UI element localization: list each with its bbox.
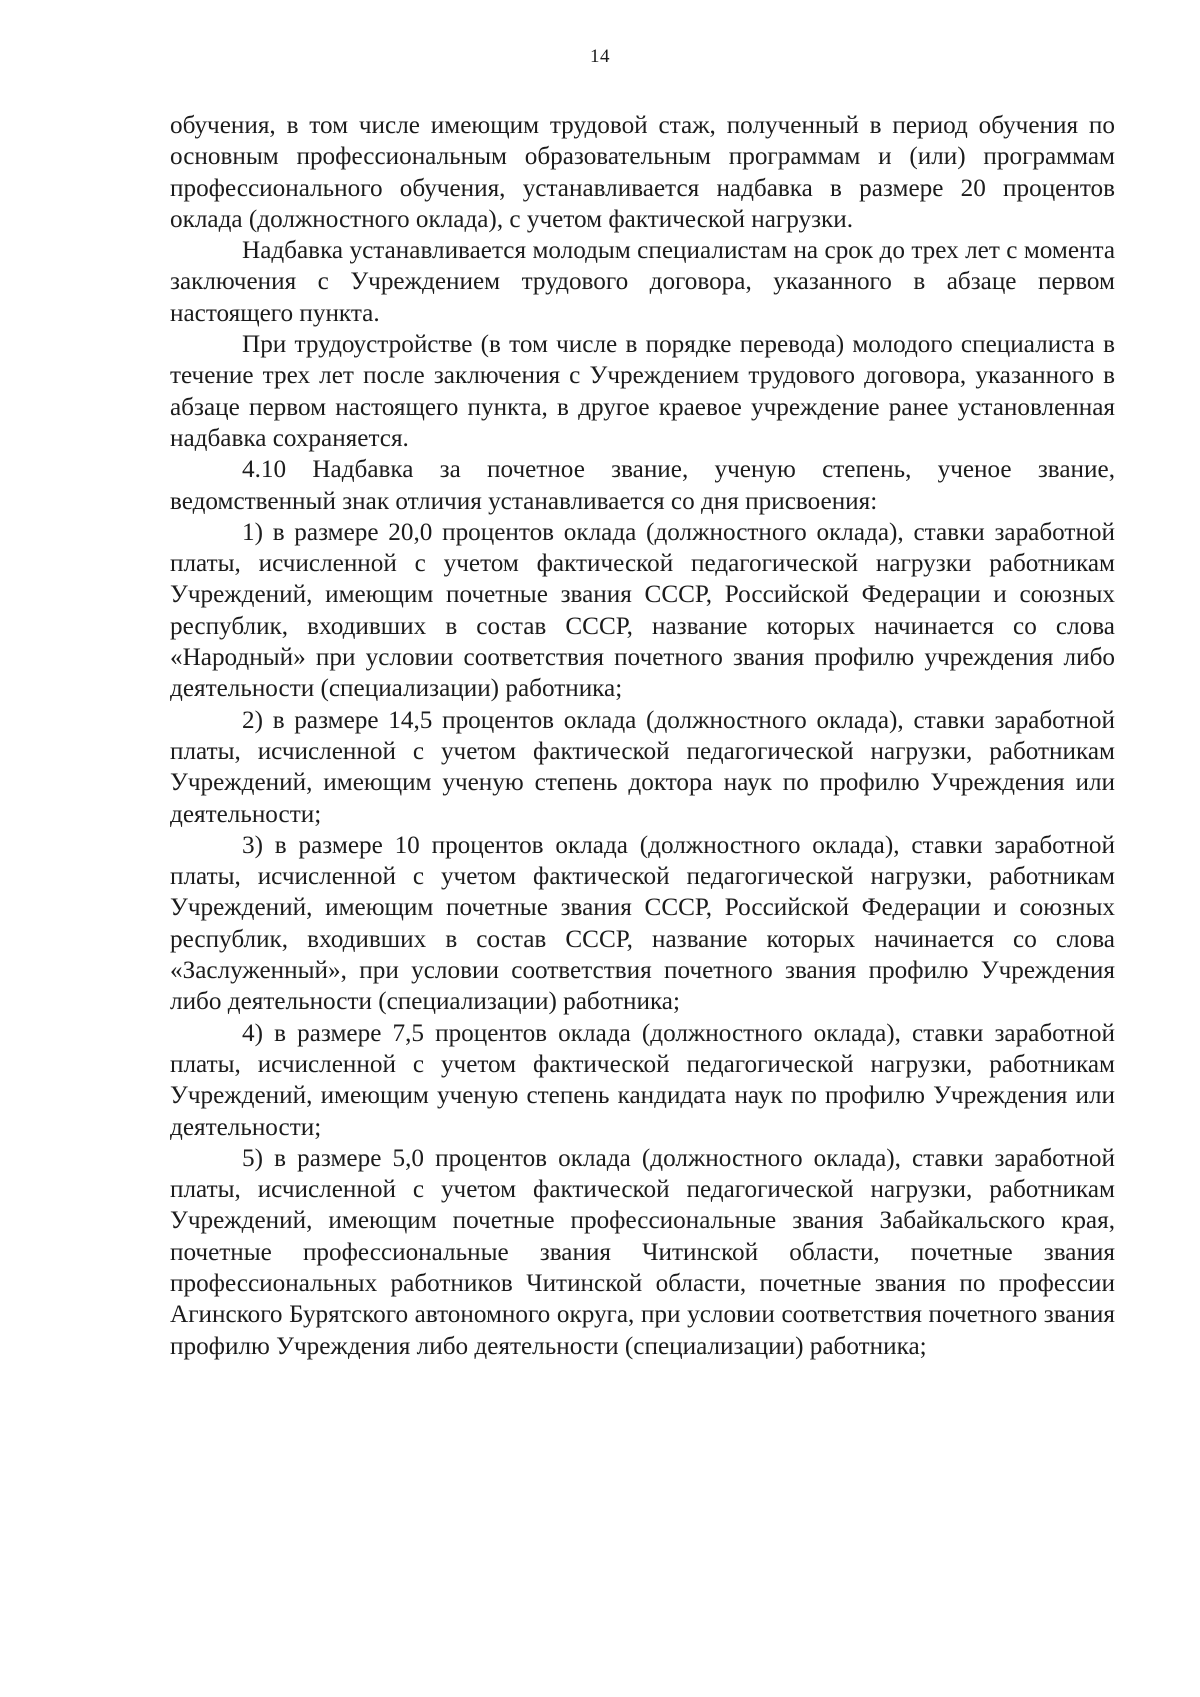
list-item-2: 2) в размере 14,5 процентов оклада (должностного оклада), ставки заработной платы, исчисленной с учетом фактической педагогической нагрузки, работникам Учреждений, имеющим ученую степень доктора наук по профилю Учреждения или деятельности; [170,706,1115,828]
paragraph-continuation: обучения, в том числе имеющим трудовой стаж, полученный в период обучения по основным профессиональным образовательным программам и (или) программам профессионального обучения, устанавливается надбавка в размере 20 процентов оклада (должностного оклада), с учетом фактической нагрузки. [170,112,1115,233]
list-item-3: 3) в размере 10 процентов оклада (должностного оклада), ставки заработной платы, исчисленной с учетом фактической педагогической нагрузки, работникам Учреждений, имеющим почетные звания СССР, Российской Федерации и союзных республик, входивших в состав СССР, название которых начинается со слова «Заслуженный», при условии соответствия почетного звания профилю Учреждения либо деятельности (специализации) работника; [170,831,1115,1016]
list-item-1: 1) в размере 20,0 процентов оклада (должностного оклада), ставки заработной платы, исчисленной с учетом фактической педагогической нагрузки работникам Учреждений, имеющим почетные звания СССР, Российской Федерации и союзных республик, входивших в состав СССР, название которых начинается со слова «Народный» при условии соответствия почетного звания профилю учреждения либо деятельности (специализации) работника; [170,518,1115,703]
page-number: 14 [590,46,610,67]
list-item-5: 5) в размере 5,0 процентов оклада (должностного оклада), ставки заработной платы, исчисленной с учетом фактической педагогической нагрузки, работникам Учреждений, имеющим почетные профессиональные звания Забайкальского края, почетные профессиональные звания Читинской области, почетные звания профессиональных работников Читинской области, почетные звания по профессии Агинского Бурятского автономного округа, при условии соответствия почетного звания профилю Учреждения либо деятельности (специализации) работника; [170,1144,1115,1360]
paragraph-transfer: При трудоустройстве (в том числе в порядке перевода) молодого специалиста в течение трех лет после заключения с Учреждением трудового договора, указанного в абзаце первом настоящего пункта, в другое краевое учреждение ранее установленная надбавка сохраняется. [170,331,1115,452]
list-item-4: 4) в размере 7,5 процентов оклада (должностного оклада), ставки заработной платы, исчисленной с учетом фактической педагогической нагрузки, работникам Учреждений, имеющим ученую степень кандидата наук по профилю Учреждения или деятельности; [170,1019,1115,1141]
document-body [170,110,1115,1362]
paragraph-young-specialist-term: Надбавка устанавливается молодым специалистам на срок до трех лет с момента заключения с Учреждением трудового договора, указанного в абзаце первом настоящего пункта. [170,237,1115,327]
paragraph-4-10: 4.10 Надбавка за почетное звание, ученую степень, ученое звание, ведомственный знак отличия устанавливается со дня присвоения: [170,456,1115,515]
